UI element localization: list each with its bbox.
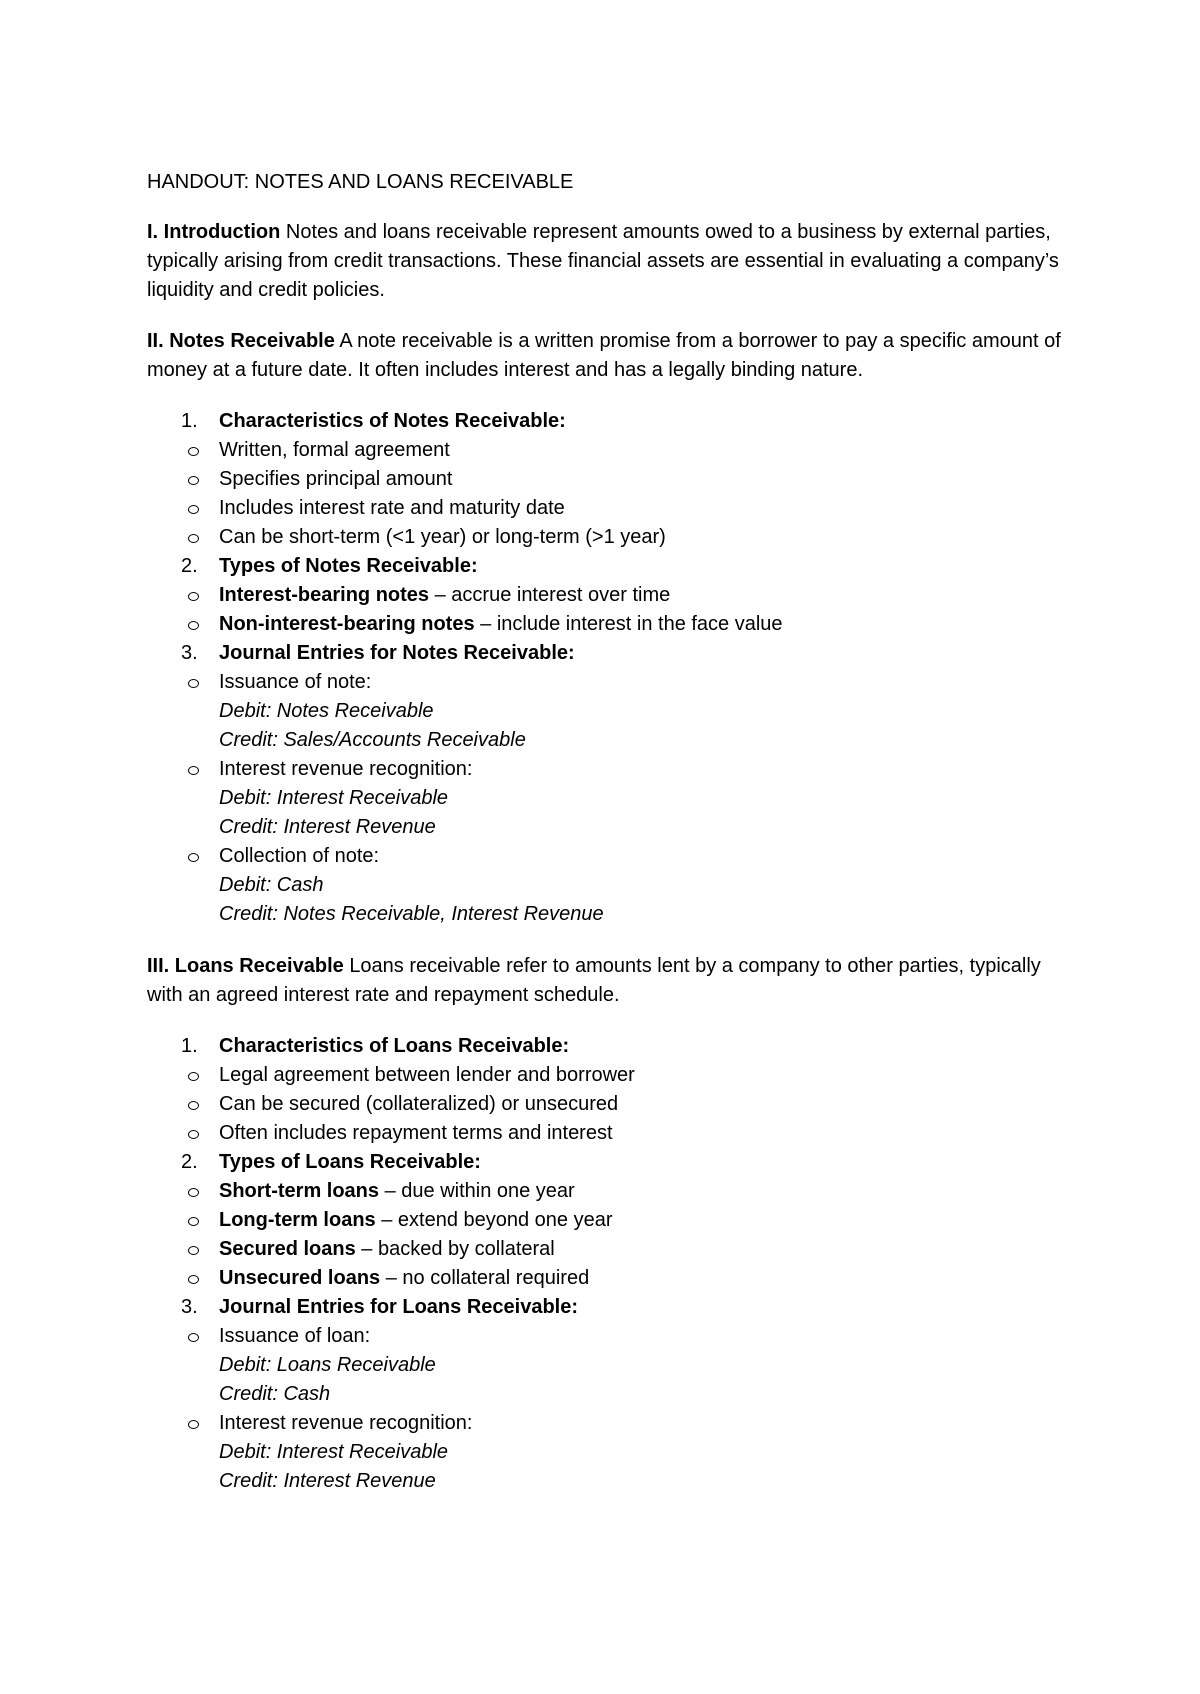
journal-entry-item [219,755,1067,842]
list-item-heading: Journal Entries for Notes Receivable: [219,642,575,664]
entry-credit: Credit: Interest Revenue [219,816,436,838]
bullet-list [219,1177,1067,1293]
journal-entry-item [219,1322,1067,1409]
type-term: Unsecured loans [219,1267,381,1289]
bullet-item [219,581,1067,610]
entry-label: Interest revenue recognition: [219,758,473,780]
loans-receivable-heading: III. Loans Receivable [147,955,344,977]
list-item [147,639,1067,929]
type-term: Secured loans [219,1238,356,1260]
bullet-item [219,1061,1067,1090]
hollow-circle-bullet-icon [188,1420,199,1429]
notes-receivable-paragraph [147,327,1067,385]
list-item [147,552,1067,639]
entry-debit: Debit: Cash [219,874,324,896]
type-term: Non-interest-bearing notes [219,613,475,635]
bullet-item [219,1206,1067,1235]
list-item-heading: Characteristics of Loans Receivable: [219,1035,570,1057]
loans-receivable-list [147,1032,1067,1496]
bullet-text: Often includes repayment terms and interest [219,1122,613,1144]
list-item-heading: Characteristics of Notes Receivable: [219,410,566,432]
type-description: – no collateral required [380,1267,590,1289]
notes-receivable-text: A note receivable is a written promise from a borrower to pay a specific amount of money at a future date. It often includes interest and has a legally binding nature. [147,330,1061,381]
entry-credit: Credit: Interest Revenue [219,1470,436,1492]
type-description: – backed by collateral [355,1238,555,1260]
hollow-circle-bullet-icon [188,1275,199,1284]
journal-entry-item [219,668,1067,755]
entry-credit: Credit: Cash [219,1383,331,1405]
hollow-circle-bullet-icon [188,534,199,543]
bullet-item [219,1264,1067,1293]
entry-credit: Credit: Notes Receivable, Interest Revenue [219,903,604,925]
hollow-circle-bullet-icon [188,1130,199,1139]
introduction-heading: I. Introduction [147,221,281,243]
hollow-circle-bullet-icon [188,679,199,688]
bullet-item [219,1119,1067,1148]
list-number: 1. [181,1035,198,1057]
bullet-item [219,610,1067,639]
list-number: 1. [181,410,198,432]
hollow-circle-bullet-icon [188,1333,199,1342]
loans-receivable-text: Loans receivable refer to amounts lent by a company to other parties, typically with an agreed interest rate and repayment schedule. [147,955,1041,1006]
bullet-item [219,1177,1067,1206]
introduction-paragraph [147,218,1067,305]
list-item [147,1293,1067,1496]
document-title: HANDOUT: NOTES AND LOANS RECEIVABLE [147,171,574,193]
list-item [147,407,1067,552]
type-description: – due within one year [379,1180,575,1202]
hollow-circle-bullet-icon [188,1072,199,1081]
type-term: Long-term loans [219,1209,376,1231]
bullet-text: Can be short-term (<1 year) or long-term (>1 year) [219,526,666,548]
entry-debit: Debit: Loans Receivable [219,1354,436,1376]
hollow-circle-bullet-icon [188,447,199,456]
entry-label: Issuance of note: [219,671,372,693]
hollow-circle-bullet-icon [188,592,199,601]
introduction-text: Notes and loans receivable represent amounts owed to a business by external parties, typically arising from credit transactions. These financial assets are essential in evaluating a company’s liquidity and credit policies. [147,221,1059,301]
bullet-text: Specifies principal amount [219,468,453,490]
bullet-list [219,1322,1067,1496]
list-number: 3. [181,642,198,664]
hollow-circle-bullet-icon [188,621,199,630]
entry-debit: Debit: Interest Receivable [219,787,449,809]
hollow-circle-bullet-icon [188,476,199,485]
bullet-text: Written, formal agreement [219,439,450,461]
list-number: 3. [181,1296,198,1318]
bullet-text: Legal agreement between lender and borrower [219,1064,635,1086]
journal-entry-item [219,1409,1067,1496]
hollow-circle-bullet-icon [188,1101,199,1110]
bullet-list [219,1061,1067,1148]
bullet-list [219,668,1067,929]
bullet-list [219,581,1067,639]
hollow-circle-bullet-icon [188,853,199,862]
document-page [147,168,1067,1519]
bullet-text: Can be secured (collateralized) or unsecured [219,1093,619,1115]
hollow-circle-bullet-icon [188,505,199,514]
type-term: Interest-bearing notes [219,584,430,606]
list-item [147,1032,1067,1148]
list-number: 2. [181,1151,198,1173]
hollow-circle-bullet-icon [188,1246,199,1255]
entry-credit: Credit: Sales/Accounts Receivable [219,729,526,751]
list-item [147,1148,1067,1293]
entry-label: Interest revenue recognition: [219,1412,473,1434]
loans-receivable-paragraph [147,952,1067,1010]
bullet-item [219,1235,1067,1264]
hollow-circle-bullet-icon [188,1217,199,1226]
bullet-item [219,494,1067,523]
list-item-heading: Journal Entries for Loans Receivable: [219,1296,578,1318]
entry-debit: Debit: Notes Receivable [219,700,434,722]
type-description: – accrue interest over time [429,584,671,606]
entry-label: Issuance of loan: [219,1325,371,1347]
entry-debit: Debit: Interest Receivable [219,1441,449,1463]
journal-entry-item [219,842,1067,929]
type-term: Short-term loans [219,1180,380,1202]
bullet-item [219,465,1067,494]
hollow-circle-bullet-icon [188,766,199,775]
list-number: 2. [181,555,198,577]
notes-receivable-list [147,407,1067,929]
notes-receivable-heading: II. Notes Receivable [147,330,335,352]
bullet-list [219,436,1067,552]
list-item-heading: Types of Notes Receivable: [219,555,478,577]
type-description: – extend beyond one year [375,1209,613,1231]
entry-label: Collection of note: [219,845,380,867]
bullet-text: Includes interest rate and maturity date [219,497,565,519]
bullet-item [219,523,1067,552]
bullet-item [219,436,1067,465]
hollow-circle-bullet-icon [188,1188,199,1197]
bullet-item [219,1090,1067,1119]
list-item-heading: Types of Loans Receivable: [219,1151,481,1173]
type-description: – include interest in the face value [474,613,783,635]
